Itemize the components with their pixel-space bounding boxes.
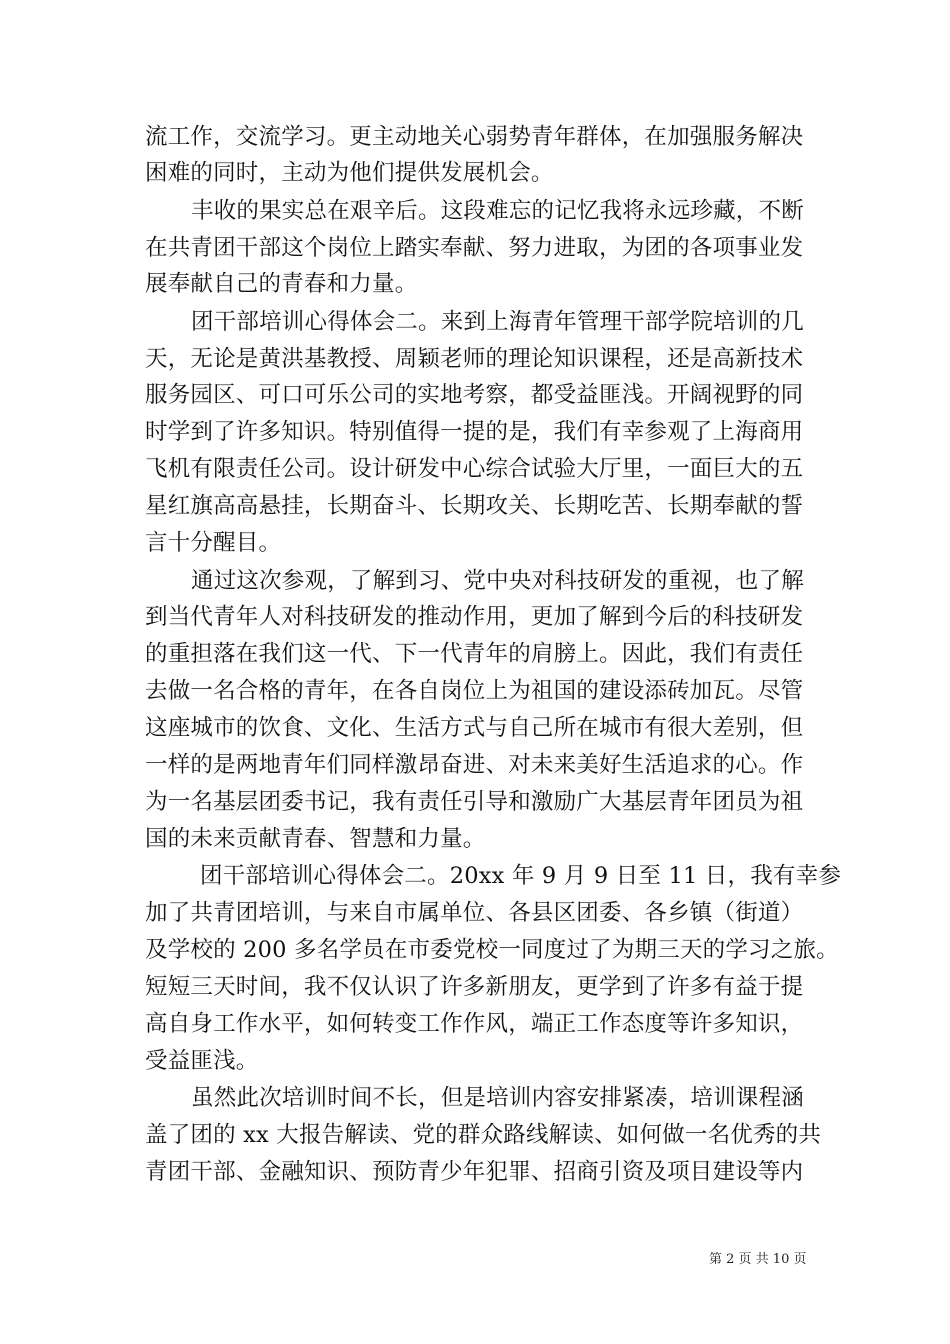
body-text-line: 星红旗高高悬挂，长期奋斗、长期攻关、长期吃苦、长期奉献的誓 [145,493,804,519]
body-text-line: 困难的同时，主动为他们提供发展机会。 [145,160,554,186]
body-text-line: 天，无论是黄洪基教授、周颖老师的理论知识课程，还是高新技术 [145,346,804,372]
body-text-line: 的重担落在我们这一代、下一代青年的肩膀上。因此，我们有责任 [145,641,804,667]
paragraph-start-line: 团干部培训心得体会二。20xx 年 9 月 9 日至 11 日，我有幸参 [200,863,842,889]
body-text-line: 受益匪浅。 [145,1048,259,1074]
body-text-line: 服务园区、可口可乐公司的实地考察，都受益匪浅。开阔视野的同 [145,382,804,408]
body-text-line: 在共青团干部这个岗位上踏实奉献、努力进取，为团的各项事业发 [145,235,804,261]
paragraph-start-line: 通过这次参观，了解到习、党中央对科技研发的重视，也了解 [191,568,804,594]
page-number-footer: 第 2 页 共 10 页 [709,1252,807,1267]
body-text-line: 展奉献自己的青春和力量。 [145,271,418,297]
body-text-line: 及学校的 200 多名学员在市委党校一同度过了为期三天的学习之旅。 [145,937,839,963]
paragraph-start-line: 丰收的果实总在艰辛后。这段难忘的记忆我将永远珍藏，不断 [191,198,804,224]
body-text-line: 盖了团的 xx 大报告解读、党的群众路线解读、如何做一名优秀的共 [145,1122,822,1148]
body-text-line: 时学到了许多知识。特别值得一提的是，我们有幸参观了上海商用 [145,419,804,445]
paragraph-start-line: 团干部培训心得体会二。来到上海青年管理干部学院培训的几 [191,309,804,335]
body-text-line: 去做一名合格的青年，在各自岗位上为祖国的建设添砖加瓦。尽管 [145,678,804,704]
body-text-line: 这座城市的饮食、文化、生活方式与自己所在城市有很大差别，但 [145,715,804,741]
body-text-line: 加了共青团培训，与来自市属单位、各县区团委、各乡镇（街道） [145,900,804,926]
body-text-line: 国的未来贡献青春、智慧和力量。 [145,826,486,852]
body-text-line: 言十分醒目。 [145,530,282,556]
paragraph-start-line: 虽然此次培训时间不长，但是培训内容安排紧凑，培训课程涵 [191,1085,804,1111]
body-text-line: 青团干部、金融知识、预防青少年犯罪、招商引资及项目建设等内 [145,1159,804,1185]
body-text-line: 流工作，交流学习。更主动地关心弱势青年群体，在加强服务解决 [145,124,804,150]
body-text-line: 高自身工作水平，如何转变工作作风，端正工作态度等许多知识， [145,1011,804,1037]
body-text-line: 飞机有限责任公司。设计研发中心综合试验大厅里，一面巨大的五 [145,456,804,482]
body-text-line: 到当代青年人对科技研发的推动作用，更加了解到今后的科技研发 [145,604,804,630]
body-text-line: 为一名基层团委书记，我有责任引导和激励广大基层青年团员为祖 [145,789,804,815]
body-text-line: 短短三天时间，我不仅认识了许多新朋友，更学到了许多有益于提 [145,974,804,1000]
body-text-line: 一样的是两地青年们同样激昂奋进、对未来美好生活追求的心。作 [145,752,804,778]
